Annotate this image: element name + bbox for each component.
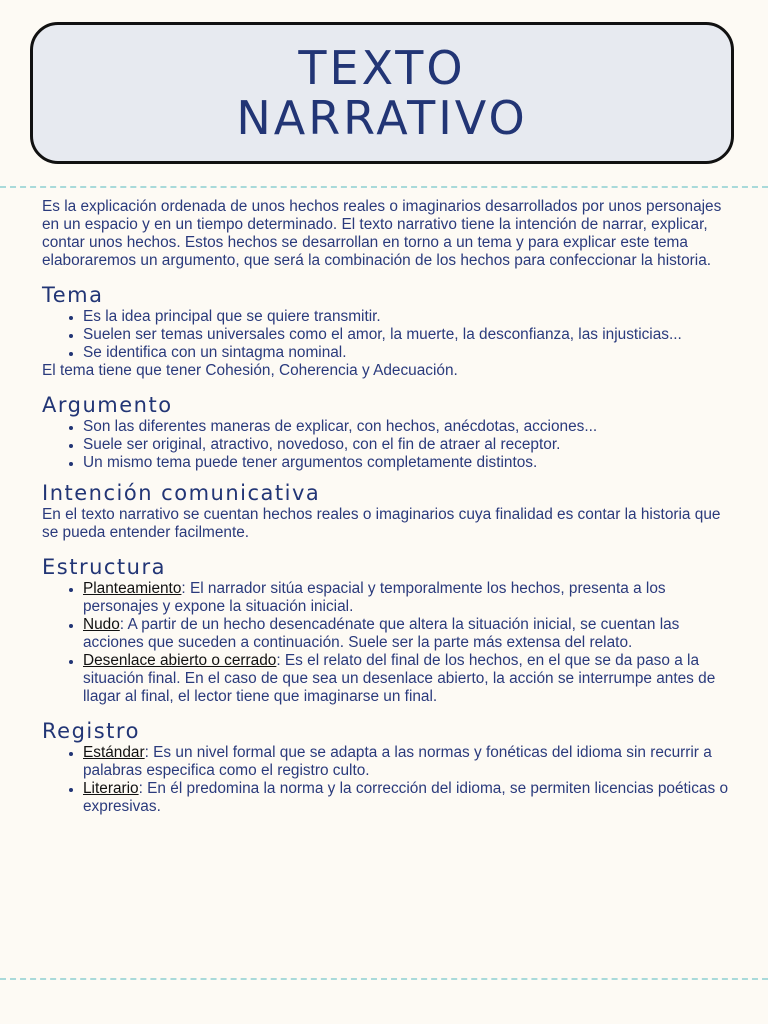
registro-list [42,744,728,816]
heading-tema: Tema [42,283,104,307]
section-tema [42,282,728,380]
list-item [83,780,728,816]
tema-list [42,308,728,362]
term-literario: Literario [83,780,139,797]
heading-estructura: Estructura [42,555,166,579]
list-item: • Se identifica con un sintagma nominal. [83,344,728,362]
title-line-1: TEXTO [298,41,466,95]
intencion-text: En el texto narrativo se cuentan hechos reales o imaginarios cuya finalidad es contar la historia que se pueda entender facilmente. [42,506,721,541]
section-estructura [42,554,728,706]
list-item: • Suele ser original, atractivo, novedoso, con el fin de atraer al receptor. [83,436,728,454]
definition-text: : Es el relato del final de los hechos, en el que se da paso a la situación final. En el caso de que sea un desenlace abierto, la acción se interrumpe antes de llagar al final, el lector tiene que imaginarse un final. [83,652,716,705]
definition-text: : En él predomina la norma y la corrección del idioma, se permiten licencias poéticas o expresivas. [83,780,729,815]
list-item: • Es la idea principal que se quiere transmitir. [83,308,728,326]
heading-intencion: Intención comunicativa [42,481,321,505]
term-planteamiento: Planteamiento [83,580,182,597]
document-content [42,198,728,816]
section-intencion [42,480,728,542]
section-argumento [42,392,728,472]
heading-registro: Registro [42,719,140,743]
tema-note: El tema tiene que tener Cohesión, Coherencia y Adecuación. [42,362,458,379]
intro-paragraph: Es la explicación ordenada de unos hechos reales o imaginarios desarrollados por unos personajes en un espacio y en un tiempo determinado. El texto narrativo tiene la intención de narrar, explicar, contar unos hechos. Estos hechos se desarrollan en torno a un tema y para explicar este tema elaboraremos un argumento, que será la combinación de los hechos para confeccionar la historia. [42,198,722,269]
heading-argumento: Argumento [42,393,173,417]
term-estandar: Estándar [83,744,145,761]
term-nudo: Nudo [83,616,120,633]
definition-text: : El narrador sitúa espacial y temporalmente los hechos, presenta a los personajes y expone la situación inicial. [83,580,666,615]
list-item [83,580,728,616]
term-desenlace: Desenlace abierto o cerrado [83,652,277,669]
list-item [83,652,728,706]
estructura-list [42,580,728,706]
argumento-list [42,418,728,472]
top-divider [0,186,768,188]
section-registro [42,718,728,816]
list-item [83,616,728,652]
title-line-2: NARRATIVO [236,91,528,145]
title-box [30,22,734,164]
definition-text: : A partir de un hecho desencadénate que altera la situación inicial, se cuentan las acciones que suceden a continuación. Suele ser la parte más extensa del relato. [83,616,680,651]
list-item: • Suelen ser temas universales como el amor, la muerte, la desconfianza, las injusticias... [83,326,728,344]
bottom-divider [0,978,768,980]
list-item [83,744,728,780]
list-item: • Un mismo tema puede tener argumentos completamente distintos. [83,454,728,472]
definition-text: : Es un nivel formal que se adapta a las normas y fonéticas del idioma sin recurrir a palabras especifica como el registro culto. [83,744,712,779]
list-item: • Son las diferentes maneras de explicar, con hechos, anécdotas, acciones... [83,418,728,436]
